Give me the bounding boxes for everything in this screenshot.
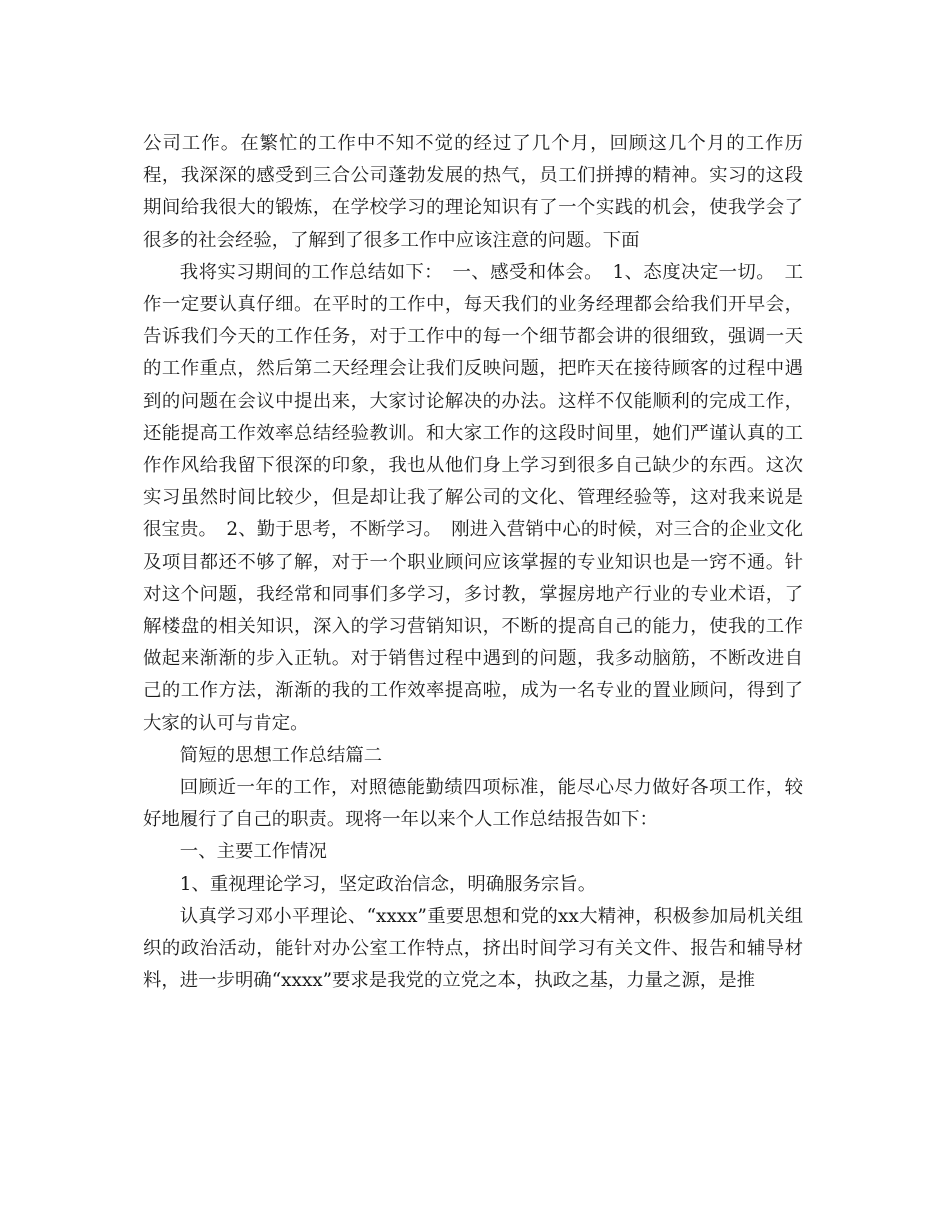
paragraph-1: 公司工作。在繁忙的工作中不知不觉的经过了几个月，回顾这几个月的工作历程，我深深的感受到三合公司蓬勃发展的热气，员工们拼搏的精神。实习的这段期间给我很大的锻炼，在学校学习的理论知识有了一个实践的机会，使我学会了很多的社会经验，了解到了很多工作中应该注意的问题。下面 bbox=[143, 133, 803, 251]
paragraph-4: 回顾近一年的工作，对照德能勤绩四项标准，能尽心尽力做好各项工作，较好地履行了自己的职责。现将一年以来个人工作总结报告如下： bbox=[143, 777, 803, 831]
paragraph-2: 我将实习期间的工作总结如下： 一、感受和体会。 1、态度决定一切。 工作一定要认真仔细。在平时的工作中，每天我们的业务经理都会给我们开早会，告诉我们今天的工作任务，对于工作中的每一个细节都会讲的很细致，强调一天的工作重点，然后第二天经理会让我们反映问题，把昨天在接待顾客的过程中遇到的问题在会议中提出来，大家讨论解决的办法。这样不仅能顺利的完成工作，还能提高工作效率总结经验教训。和大家工作的这段时间里，她们严谨认真的工作作风给我留下很深的印象，我也从他们身上学习到很多自己缺少的东西。这次实习虽然时间比较少，但是却让我了解公司的文化、管理经验等，这对我来说是很宝贵。 2、勤于思考，不断学习。 刚进入营销中心的时候，对三合的企业文化及项目都还不够了解，对于一个职业顾问应该掌握的专业知识也是一窍不通。针对这个问题，我经常和同事们多学习，多讨教，掌握房地产行业的专业术语，了解楼盘的相关知识，深入的学习营销知识，不断的提高自己的能力，使我的工作做起来渐渐的步入正轨。对于销售过程中遇到的问题，我多动脑筋，不断改进自己的工作方法，渐渐的我的工作效率提高啦，成为一名专业的置业顾问，得到了大家的认可与肯定。 bbox=[143, 261, 803, 734]
paragraph-7: 认真学习邓小平理论、“xxxx”重要思想和党的xx大精神，积极参加局机关组织的政治活动，能针对办公室工作特点，挤出时间学习有关文件、报告和辅导材料，进一步明确“xxxx”要求是我党的立党之本，执政之基，力量之源，是推 bbox=[143, 905, 803, 992]
subheading-theory-study: 1、重视理论学习，坚定政治信念，明确服务宗旨。 bbox=[179, 873, 597, 895]
section-heading-main-work: 一、主要工作情况 bbox=[179, 841, 327, 863]
document-body bbox=[143, 128, 803, 997]
section-heading-part-two: 简短的思想工作总结篇二 bbox=[179, 744, 383, 766]
